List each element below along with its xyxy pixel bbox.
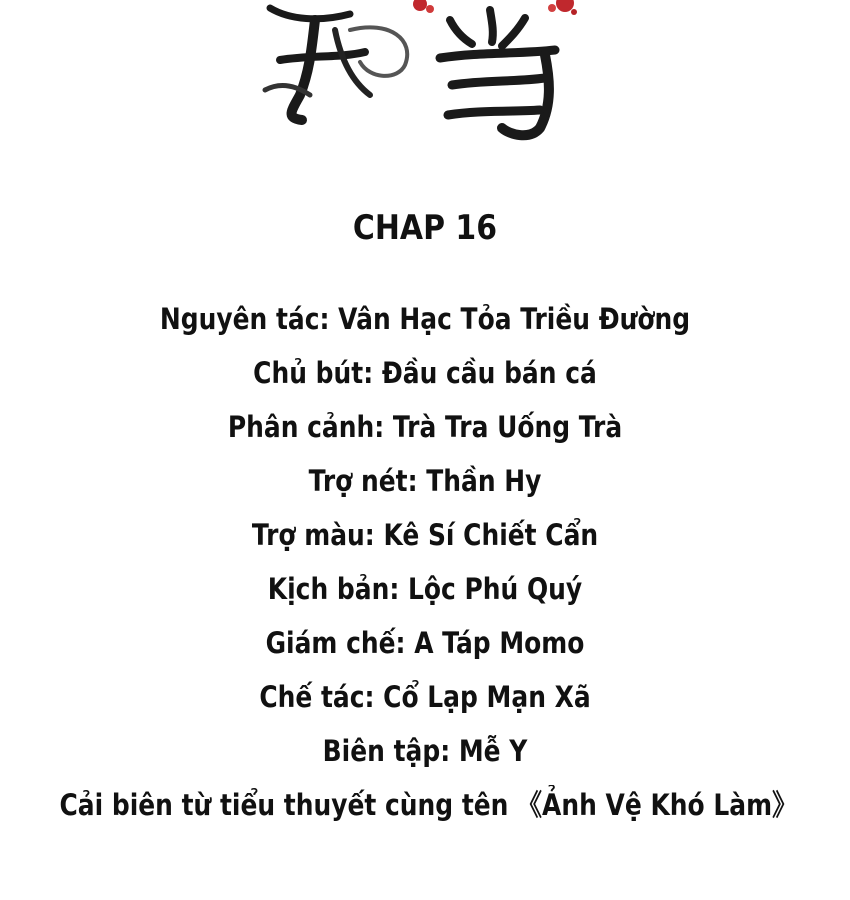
calligraphy-logo-icon (240, 0, 600, 150)
credit-original-author: Nguyên tác: Vân Hạc Tỏa Triều Đường (159, 302, 691, 336)
credit-production: Chế tác: Cổ Lạp Mạn Xã (259, 680, 591, 714)
credit-editor: Biên tập: Mễ Y (322, 734, 528, 768)
credit-script: Kịch bản: Lộc Phú Quý (267, 572, 583, 606)
credit-adaptation: Cải biên từ tiểu thuyết cùng tên 《Ảnh Vệ Khó Làm》 (59, 788, 798, 822)
credit-lead-artist: Chủ bút: Đầu cầu bán cá (253, 356, 597, 390)
credits-list (0, 292, 850, 832)
credit-color-assistant: Trợ màu: Kê Sí Chiết Cẩn (251, 518, 599, 552)
credit-supervisor: Giám chế: A Táp Momo (265, 626, 585, 660)
credit-line-assistant: Trợ nét: Thần Hy (308, 464, 542, 498)
credit-storyboard: Phân cảnh: Trà Tra Uống Trà (227, 410, 623, 444)
chapter-title: CHAP 16 (352, 208, 498, 248)
